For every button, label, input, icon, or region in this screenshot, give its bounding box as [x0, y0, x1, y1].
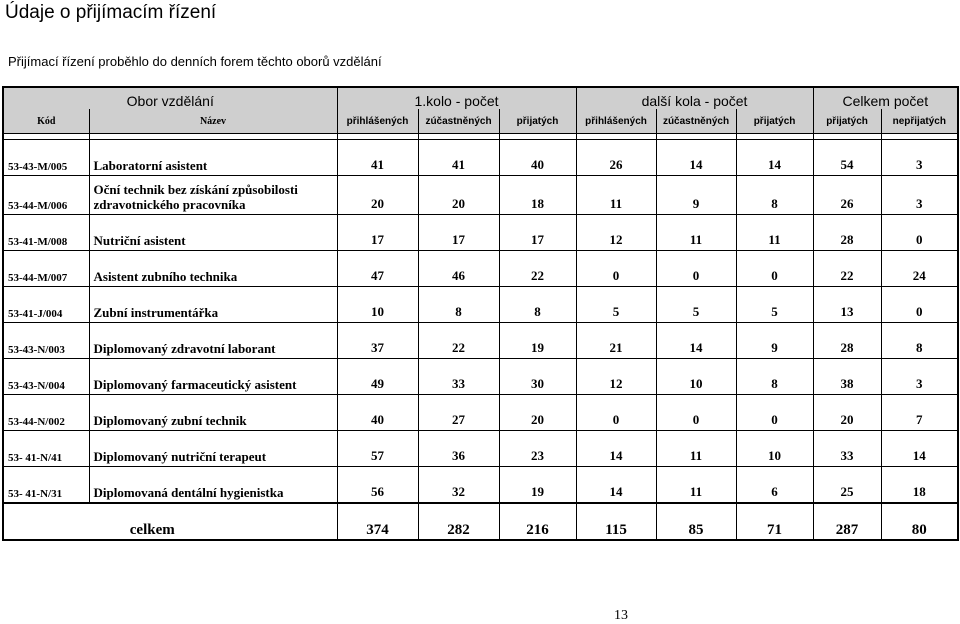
header-kod: Kód — [3, 109, 89, 134]
row-value: 14 — [576, 467, 656, 504]
row-kod: 53- 41-N/31 — [3, 467, 89, 504]
row-nazev: Diplomovaná dentální hygienistka — [89, 467, 337, 504]
header-k1-prihlasenych: přihlášených — [337, 109, 418, 134]
row-value: 11 — [576, 176, 656, 215]
row-kod: 53-43-M/005 — [3, 140, 89, 176]
header-dk-prihlasenych: přihlášených — [576, 109, 656, 134]
header-obor: Obor vzdělání — [3, 87, 337, 109]
row-value: 14 — [656, 323, 736, 359]
page-number: 13 — [614, 608, 628, 623]
row-value: 28 — [813, 215, 881, 251]
total-label: celkem — [3, 503, 337, 540]
row-value: 56 — [337, 467, 418, 504]
row-value: 3 — [881, 359, 958, 395]
row-value: 32 — [418, 467, 499, 504]
table-row — [3, 140, 958, 176]
total-value: 282 — [418, 503, 499, 540]
row-value: 19 — [499, 323, 576, 359]
row-value: 11 — [656, 431, 736, 467]
row-value: 20 — [337, 176, 418, 215]
row-value: 40 — [499, 140, 576, 176]
row-nazev: Diplomovaný farmaceutický asistent — [89, 359, 337, 395]
header-k1-zucastnenych: zúčastněných — [418, 109, 499, 134]
row-value: 41 — [337, 140, 418, 176]
row-value: 14 — [881, 431, 958, 467]
total-row — [3, 503, 958, 540]
row-kod: 53-41-M/008 — [3, 215, 89, 251]
row-nazev: Laboratorní asistent — [89, 140, 337, 176]
row-value: 11 — [736, 215, 813, 251]
row-value: 46 — [418, 251, 499, 287]
total-value: 374 — [337, 503, 418, 540]
row-value: 3 — [881, 140, 958, 176]
row-value: 22 — [418, 323, 499, 359]
row-value: 18 — [881, 467, 958, 504]
row-kod: 53-44-N/002 — [3, 395, 89, 431]
total-value: 216 — [499, 503, 576, 540]
row-nazev: Nutriční asistent — [89, 215, 337, 251]
row-kod: 53- 41-N/41 — [3, 431, 89, 467]
row-value: 36 — [418, 431, 499, 467]
total-value: 85 — [656, 503, 736, 540]
row-value: 27 — [418, 395, 499, 431]
row-value: 5 — [576, 287, 656, 323]
row-value: 17 — [499, 215, 576, 251]
table-row — [3, 251, 958, 287]
row-value: 17 — [337, 215, 418, 251]
row-value: 26 — [576, 140, 656, 176]
row-value: 0 — [576, 395, 656, 431]
row-value: 11 — [656, 215, 736, 251]
row-value: 28 — [813, 323, 881, 359]
row-value: 41 — [418, 140, 499, 176]
subtitle: Přijímací řízení proběhlo do denních forem těchto oborů vzdělání — [8, 54, 382, 69]
row-value: 19 — [499, 467, 576, 504]
table-row — [3, 359, 958, 395]
row-value: 12 — [576, 359, 656, 395]
table-row — [3, 467, 958, 504]
row-value: 20 — [418, 176, 499, 215]
row-value: 8 — [881, 323, 958, 359]
row-value: 20 — [499, 395, 576, 431]
row-value: 13 — [813, 287, 881, 323]
table-row — [3, 287, 958, 323]
table-row — [3, 323, 958, 359]
row-kod: 53-43-N/003 — [3, 323, 89, 359]
row-nazev: Diplomovaný nutriční terapeut — [89, 431, 337, 467]
row-value: 8 — [418, 287, 499, 323]
row-value: 12 — [576, 215, 656, 251]
row-value: 40 — [337, 395, 418, 431]
row-value: 0 — [881, 287, 958, 323]
row-value: 23 — [499, 431, 576, 467]
row-value: 17 — [418, 215, 499, 251]
row-value: 8 — [736, 359, 813, 395]
header-dk-zucastnenych: zúčastněných — [656, 109, 736, 134]
row-value: 5 — [656, 287, 736, 323]
header-c-prijatych: přijatých — [813, 109, 881, 134]
row-value: 0 — [881, 215, 958, 251]
row-value: 7 — [881, 395, 958, 431]
total-value: 71 — [736, 503, 813, 540]
row-value: 0 — [736, 395, 813, 431]
row-value: 10 — [736, 431, 813, 467]
admission-table — [2, 86, 959, 541]
row-value: 9 — [736, 323, 813, 359]
total-value: 115 — [576, 503, 656, 540]
total-value: 287 — [813, 503, 881, 540]
header-dk-prijatych: přijatých — [736, 109, 813, 134]
row-value: 3 — [881, 176, 958, 215]
header-dalsi-kola: další kola - počet — [576, 87, 813, 109]
row-value: 0 — [656, 395, 736, 431]
row-value: 24 — [881, 251, 958, 287]
row-value: 11 — [656, 467, 736, 504]
row-value: 57 — [337, 431, 418, 467]
header-k1-prijatych: přijatých — [499, 109, 576, 134]
group-header-row — [3, 87, 958, 109]
row-value: 49 — [337, 359, 418, 395]
row-value: 14 — [576, 431, 656, 467]
page-title: Údaje o přijímacím řízení — [5, 2, 217, 23]
header-c-neprijatych: nepřijatých — [881, 109, 958, 134]
table-row — [3, 176, 958, 215]
row-value: 47 — [337, 251, 418, 287]
row-nazev: Asistent zubního technika — [89, 251, 337, 287]
row-kod: 53-43-N/004 — [3, 359, 89, 395]
row-value: 14 — [736, 140, 813, 176]
row-value: 54 — [813, 140, 881, 176]
row-value: 21 — [576, 323, 656, 359]
row-nazev: Oční technik bez získání způsobilosti zdravotnického pracovníka — [89, 176, 337, 215]
row-value: 22 — [813, 251, 881, 287]
row-value: 18 — [499, 176, 576, 215]
row-nazev: Diplomovaný zubní technik — [89, 395, 337, 431]
row-value: 33 — [813, 431, 881, 467]
header-kolo1: 1.kolo - počet — [337, 87, 576, 109]
row-value: 30 — [499, 359, 576, 395]
row-value: 14 — [656, 140, 736, 176]
table-row — [3, 395, 958, 431]
header-nazev: Název — [89, 109, 337, 134]
row-value: 33 — [418, 359, 499, 395]
row-kod: 53-41-J/004 — [3, 287, 89, 323]
row-value: 9 — [656, 176, 736, 215]
row-value: 25 — [813, 467, 881, 504]
row-kod: 53-44-M/007 — [3, 251, 89, 287]
row-value: 20 — [813, 395, 881, 431]
header-celkem: Celkem počet — [813, 87, 958, 109]
row-value: 0 — [656, 251, 736, 287]
row-value: 10 — [337, 287, 418, 323]
row-nazev: Zubní instrumentářka — [89, 287, 337, 323]
row-nazev: Diplomovaný zdravotní laborant — [89, 323, 337, 359]
row-value: 5 — [736, 287, 813, 323]
row-value: 0 — [736, 251, 813, 287]
row-value: 8 — [736, 176, 813, 215]
total-value: 80 — [881, 503, 958, 540]
row-value: 10 — [656, 359, 736, 395]
row-kod: 53-44-M/006 — [3, 176, 89, 215]
table-row — [3, 431, 958, 467]
row-value: 0 — [576, 251, 656, 287]
table-row — [3, 215, 958, 251]
row-value: 38 — [813, 359, 881, 395]
row-value: 26 — [813, 176, 881, 215]
row-value: 22 — [499, 251, 576, 287]
row-value: 8 — [499, 287, 576, 323]
row-value: 37 — [337, 323, 418, 359]
row-value: 6 — [736, 467, 813, 504]
sub-header-row — [3, 109, 958, 134]
